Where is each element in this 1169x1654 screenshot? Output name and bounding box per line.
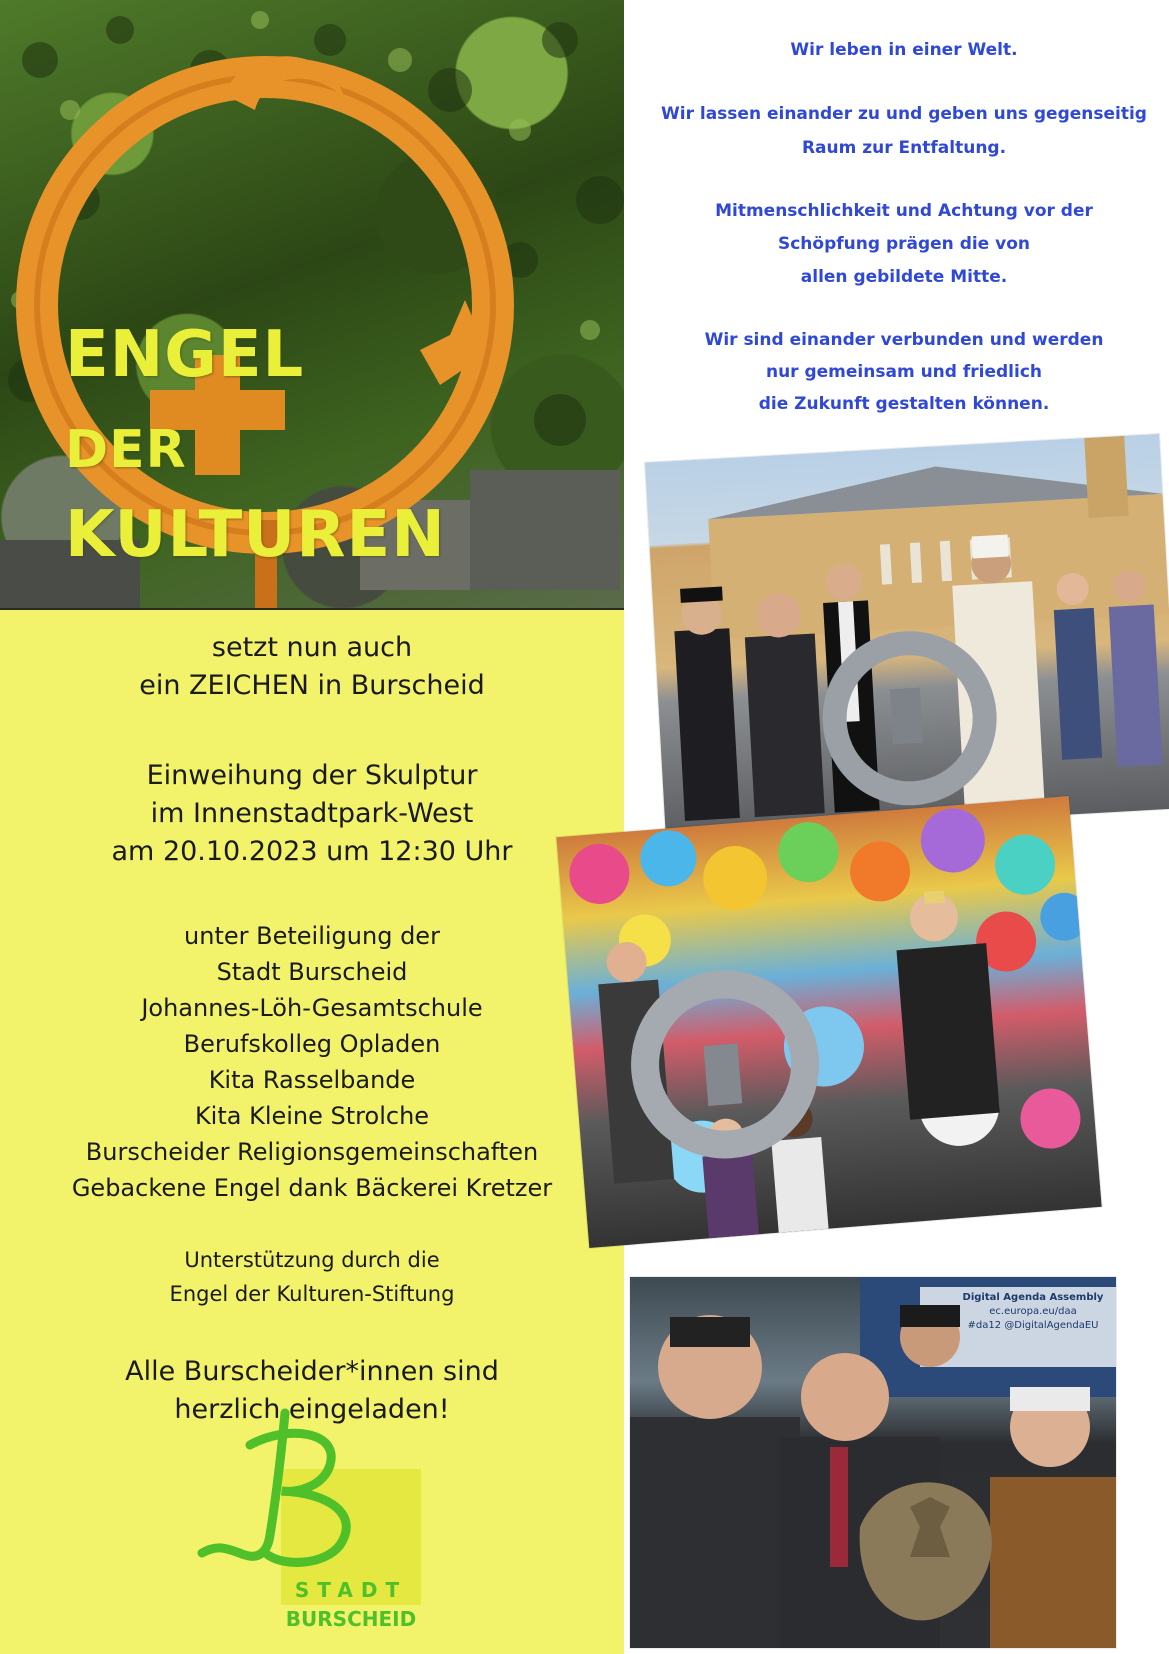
participants-intro: unter Beteiligung der [184, 922, 440, 950]
support-line: Unterstützung durch die [184, 1248, 440, 1272]
logo-stadt-text: STADT [294, 1578, 408, 1602]
logo-burscheid-text: BURSCHEID [285, 1607, 417, 1631]
sign-line: ec.europa.eu/daa [989, 1306, 1077, 1317]
participant-item: Johannes-Löh-Gesamtschule [141, 994, 483, 1022]
motto-line: die Zukunft gestalten können. [758, 394, 1050, 414]
participant-item: Burscheider Religionsgemeinschaften [85, 1138, 539, 1166]
event-line: am 20.10.2023 um 12:30 Uhr [111, 836, 513, 867]
participant-item: Berufskolleg Opladen [183, 1030, 441, 1058]
participant-item: Kita Rasselbande [208, 1066, 416, 1094]
motto-line: allen gebildete Mitte. [800, 267, 1008, 287]
title-line-2: DER [65, 420, 187, 480]
sign-line: Digital Agenda Assembly [962, 1292, 1104, 1303]
invite-line: Alle Burscheider*innen sind [125, 1356, 499, 1387]
motto-line: Raum zur Entfaltung. [801, 138, 1007, 158]
photo-politicians-angel [630, 1277, 1116, 1648]
motto-line: Wir leben in einer Welt. [790, 40, 1018, 60]
event-line: Einweihung der Skulptur [146, 760, 478, 791]
participant-item: Kita Kleine Strolche [194, 1102, 430, 1130]
motto-line: Wir sind einander verbunden und werden [704, 330, 1104, 350]
title-line-3: KULTUREN [65, 498, 446, 572]
photo-children-angels [556, 796, 1101, 1248]
support-line: Engel der Kulturen-Stiftung [169, 1282, 455, 1306]
motto-line: nur gemeinsam und friedlich [765, 362, 1043, 382]
participant-item: Gebackene Engel dank Bäckerei Kretzer [71, 1174, 553, 1202]
sign-text [958, 1291, 1108, 1333]
intro-line: ein ZEICHEN in Burscheid [139, 670, 485, 701]
hero-photo [0, 0, 624, 608]
motto-line: Mitmenschlichkeit und Achtung vor der [715, 201, 1093, 221]
motto-line: Schöpfung prägen die von [777, 234, 1030, 254]
title-line-1: ENGEL [65, 318, 305, 392]
invite-line: herzlich eingeladen! [174, 1394, 450, 1425]
photo-procession [645, 434, 1169, 837]
intro-line: setzt nun auch [211, 632, 413, 663]
sign-line: #da12 @DigitalAgendaEU [967, 1320, 1099, 1331]
participant-item: Stadt Burscheid [216, 958, 408, 986]
motto-line: Wir lassen einander zu und geben uns gegenseitig [661, 104, 1147, 124]
burscheid-logo-icon [190, 1405, 390, 1575]
event-line: im Innenstadtpark-West [150, 798, 474, 829]
